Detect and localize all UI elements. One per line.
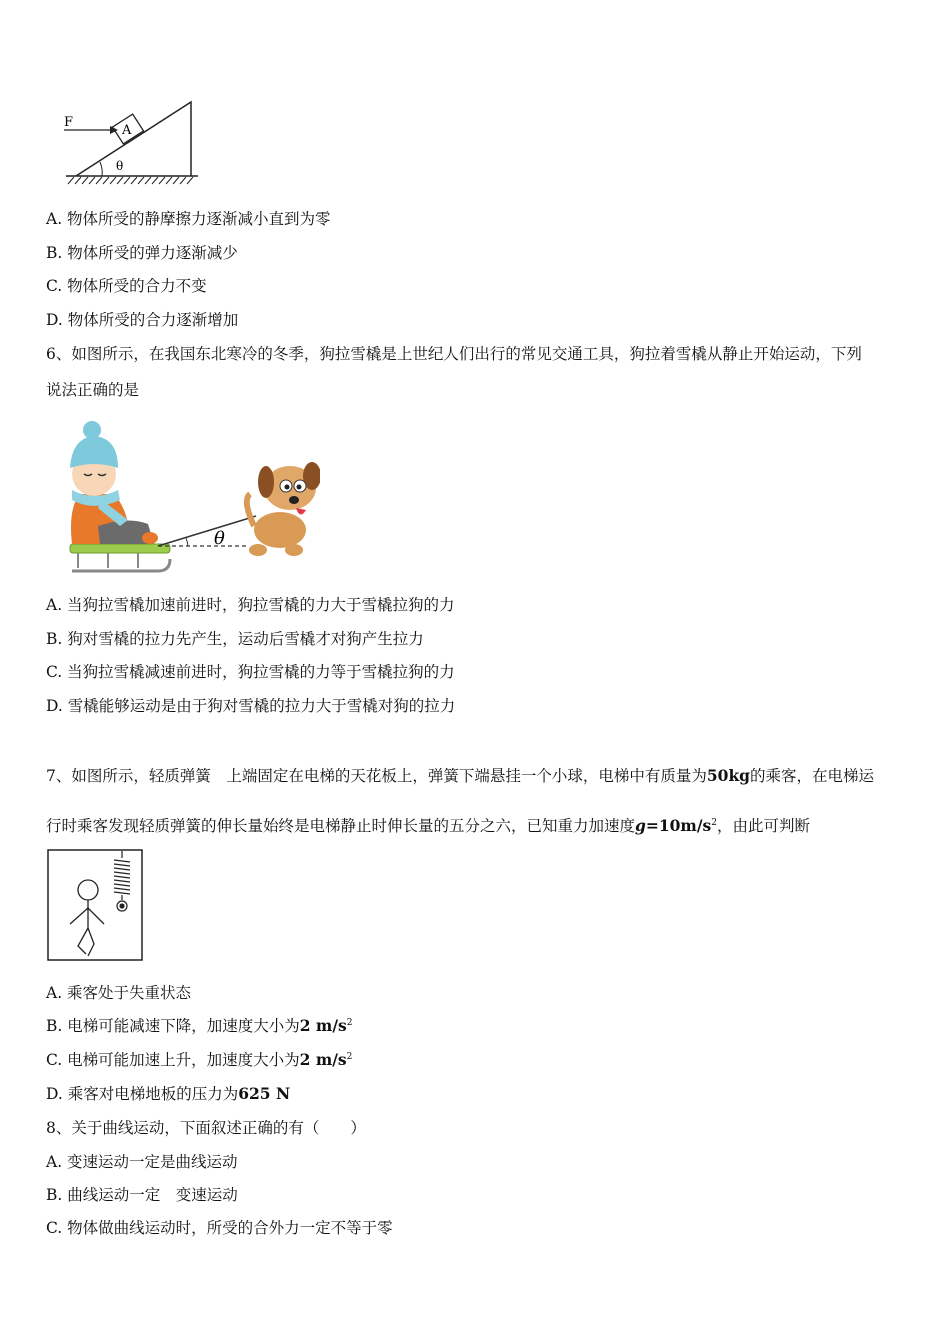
q7-option-d — [46, 1084, 290, 1104]
q7-mass-value: 50kg — [706, 766, 751, 785]
q6-stem-line2: 说法正确的是 — [46, 381, 140, 399]
q7-option-d-value: 625 N — [238, 1084, 291, 1103]
q6-stem-line1: 6、如图所示，在我国东北寒冷的冬季，狗拉雪橇是上世纪人们出行的常见交通工具，狗拉着雪橇从静止开始运动，下列 — [46, 345, 862, 363]
force-label: F — [64, 115, 74, 130]
q6-option-b: B. 狗对雪橇的拉力先产生，运动后雪橇才对狗产生拉力 — [46, 630, 424, 648]
q6-option-a: A. 当狗拉雪橇加速前进时，狗拉雪橇的力大于雪橇拉狗的力 — [46, 596, 455, 614]
sled-illustration — [70, 544, 170, 571]
q7-option-b — [46, 1016, 352, 1036]
q7-option-b-text: B. 电梯可能减速下降，加速度大小为 — [46, 1017, 300, 1035]
q7-option-b-exponent: 2 — [346, 1017, 353, 1028]
q7-stem-text-d: ，由此可判断 — [716, 817, 810, 835]
q7-gravity-exponent: 2 — [711, 817, 717, 828]
q7-option-c-text: C. 电梯可能加速上升，加速度大小为 — [46, 1051, 300, 1069]
q5-option-c: C. 物体所受的合力不变 — [46, 277, 207, 295]
rope-angle-label: θ — [214, 528, 225, 549]
q8-stem: 8、关于曲线运动，下面叙述正确的有（ ） — [46, 1119, 366, 1137]
block-label: A — [122, 123, 132, 138]
q7-option-c-exponent: 2 — [346, 1051, 353, 1062]
q7-stem-text-c: 行时乘客发现轻质弹簧的伸长量始终是电梯静止时伸长量的五分之六，已知重力加速度 — [46, 817, 636, 835]
rope-line — [158, 516, 256, 546]
q7-option-d-text: D. 乘客对电梯地板的压力为 — [46, 1085, 239, 1103]
q5-option-b: B. 物体所受的弹力逐渐减少 — [46, 244, 238, 262]
q7-stem-text-a: 7、如图所示，轻质弹簧 上端固定在电梯的天花板上，弹簧下端悬挂一个小球，电梯中有质量为 — [46, 767, 707, 785]
sled-dog-figure — [58, 416, 320, 578]
q6-option-c: C. 当狗拉雪橇减速前进时，狗拉雪橇的力等于雪橇拉狗的力 — [46, 663, 455, 681]
q8-option-c: C. 物体做曲线运动时，所受的合外力一定不等于零 — [46, 1219, 393, 1237]
q7-stem-line2 — [46, 816, 810, 836]
elevator-figure — [46, 848, 146, 964]
q6-option-d: D. 雪橇能够运动是由于狗对雪橇的拉力大于雪橇对狗的拉力 — [46, 697, 456, 715]
angle-label: θ — [116, 159, 124, 173]
q7-stem-line1 — [46, 766, 874, 786]
q7-gravity-value: =10m/s — [645, 816, 712, 835]
elevator-box — [48, 850, 142, 960]
boy-illustration — [70, 421, 158, 544]
incline-figure — [58, 96, 203, 188]
rope-angle-arc — [186, 538, 188, 546]
q7-option-b-value: 2 m/s — [299, 1016, 347, 1035]
angle-arc — [100, 162, 102, 176]
q7-stem-text-b: 的乘客，在电梯运 — [750, 767, 875, 785]
q5-option-d: D. 物体所受的合力逐渐增加 — [46, 311, 239, 329]
q7-option-c-value: 2 m/s — [299, 1050, 347, 1069]
q7-gravity-symbol: g — [635, 816, 646, 835]
dog-illustration — [247, 462, 320, 556]
q5-option-a: A. 物体所受的静摩擦力逐渐减小直到为零 — [46, 210, 331, 228]
ground-hatching — [68, 177, 193, 184]
incline-triangle — [76, 102, 191, 176]
q8-option-a: A. 变速运动一定是曲线运动 — [46, 1153, 238, 1171]
q7-option-a: A. 乘客处于失重状态 — [46, 984, 192, 1002]
q8-option-b: B. 曲线运动一定 变速运动 — [46, 1186, 238, 1204]
q7-option-c — [46, 1050, 352, 1070]
